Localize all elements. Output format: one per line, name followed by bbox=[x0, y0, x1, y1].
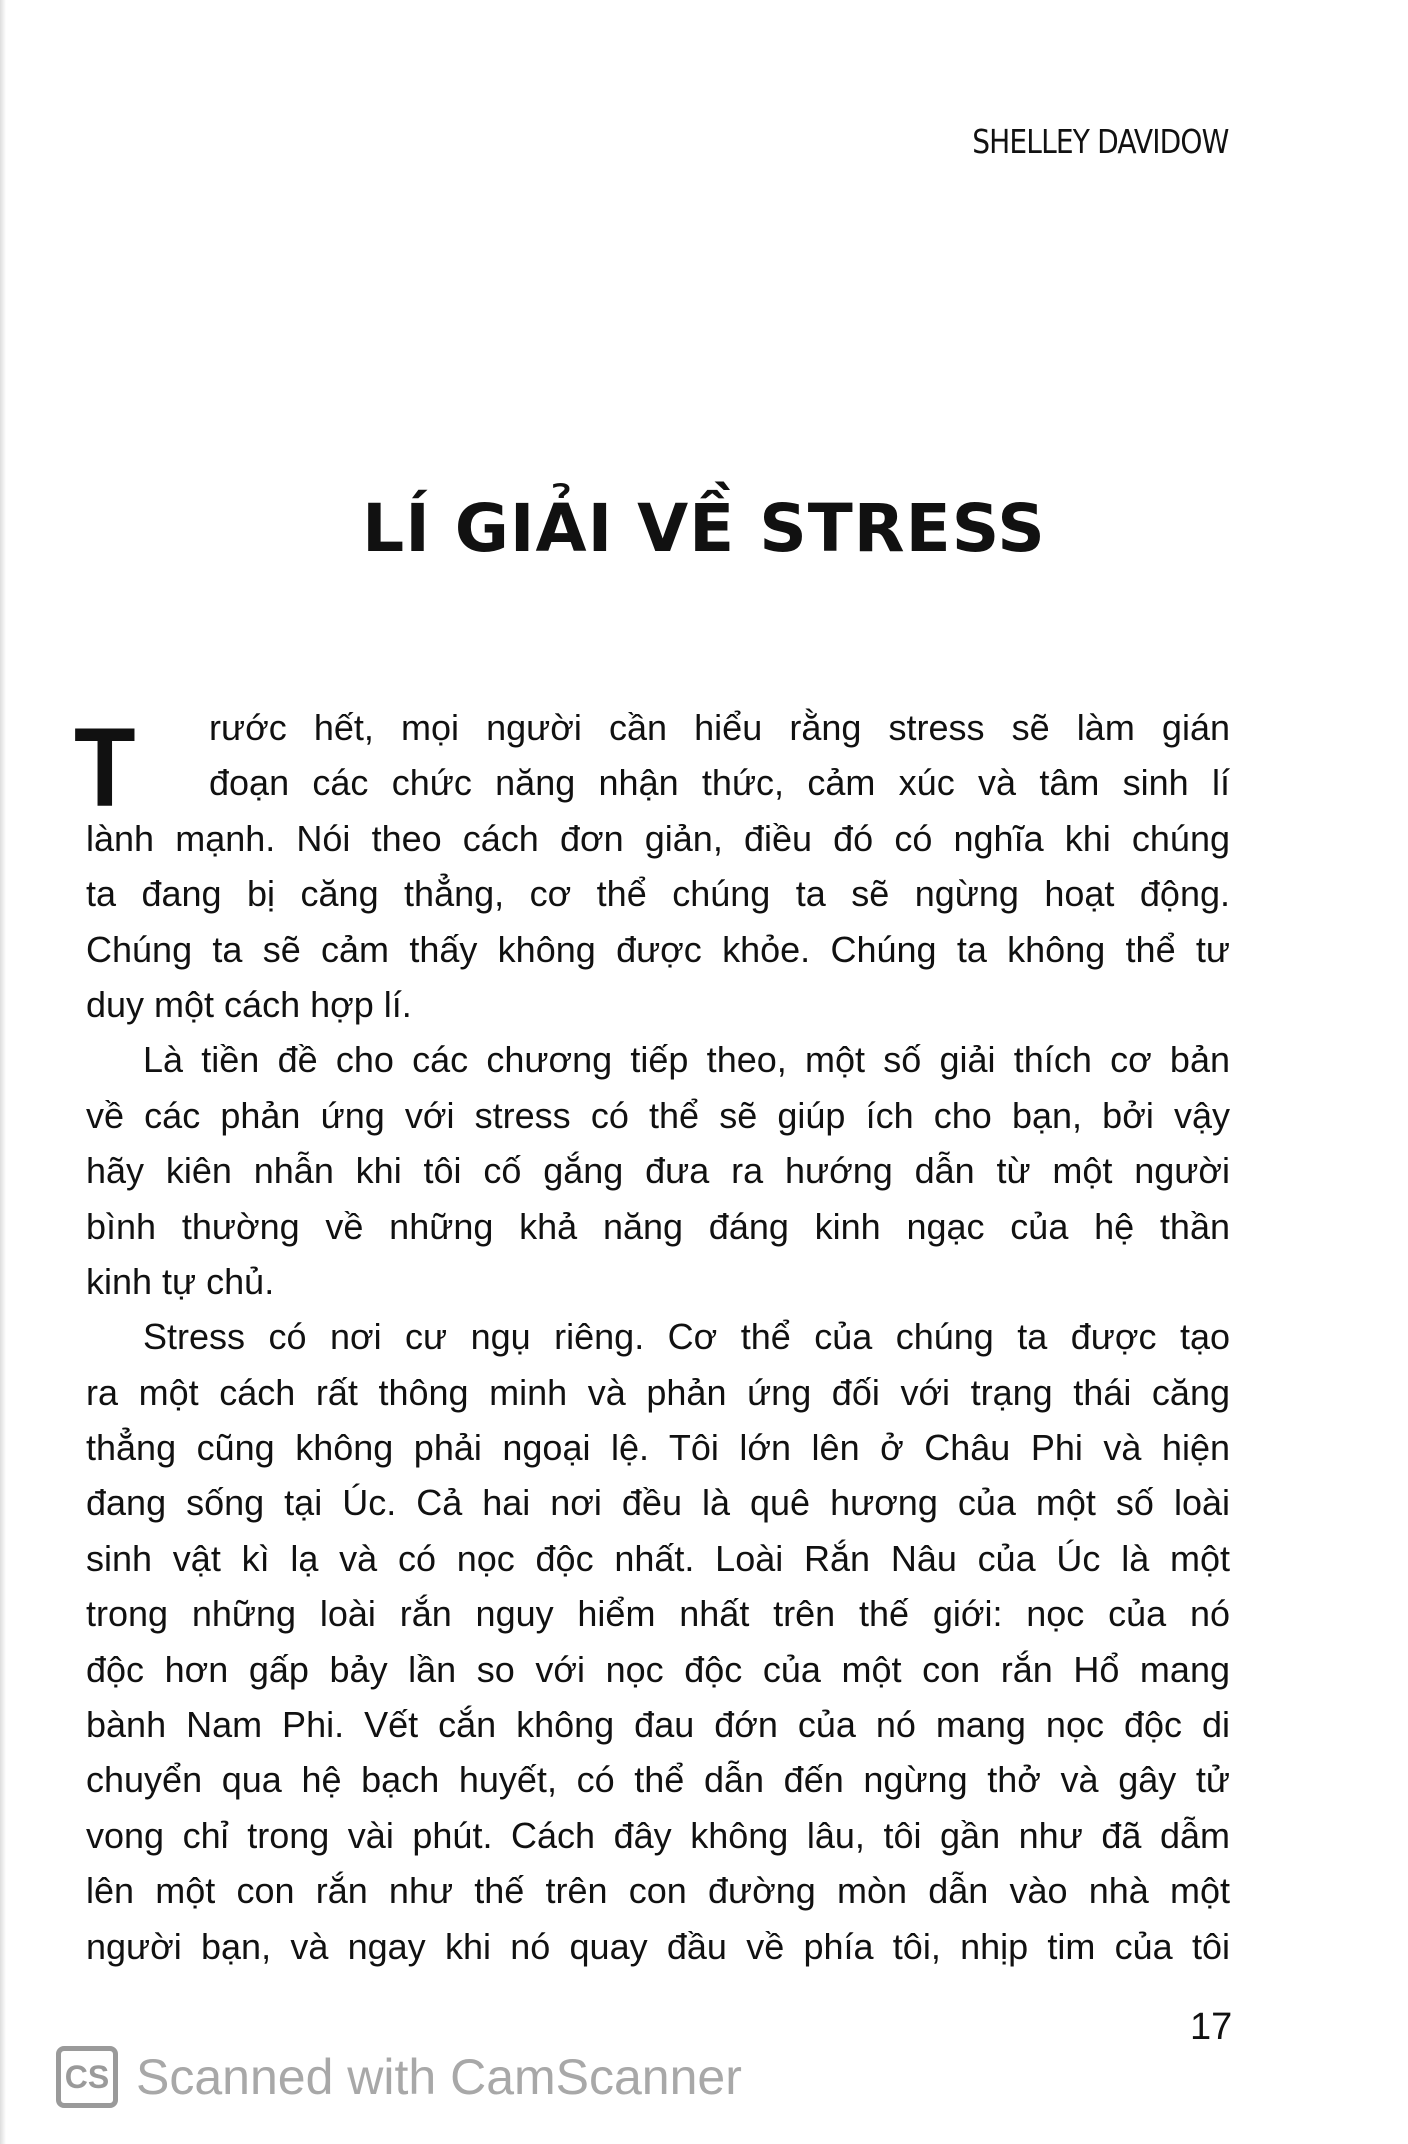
text-line bbox=[86, 700, 1230, 755]
running-head: SHELLEY DAVIDOW bbox=[971, 122, 1228, 161]
text-line bbox=[86, 1531, 1230, 1586]
text-line-content: bình thường về những khả năng đáng kinh ngạc của hệ thần bbox=[86, 1205, 1230, 1247]
camscanner-watermark bbox=[56, 2046, 742, 2108]
text-line-content: Stress có nơi cư ngụ riêng. Cơ thể của chúng ta được tạo bbox=[143, 1316, 1230, 1358]
text-line-content: sinh vật kì lạ và có nọc độc nhất. Loài Rắn Nâu của Úc là một bbox=[86, 1537, 1230, 1579]
text-line bbox=[86, 1420, 1230, 1475]
text-line bbox=[86, 1254, 1230, 1309]
text-line-content: bành Nam Phi. Vết cắn không đau đớn của nó mang nọc độc di bbox=[86, 1704, 1230, 1746]
drop-cap: T bbox=[74, 705, 136, 830]
text-line-content: kinh tự chủ. bbox=[86, 1260, 275, 1302]
text-line bbox=[86, 1586, 1230, 1641]
page-edge bbox=[0, 0, 6, 2144]
text-line bbox=[86, 1863, 1230, 1918]
text-line-content: người bạn, và ngay khi nó quay đầu về phía tôi, nhịp tim của tôi bbox=[86, 1925, 1230, 1967]
text-line-content: lên một con rắn như thế trên con đường mòn dẫn vào nhà một bbox=[86, 1870, 1230, 1912]
text-line bbox=[86, 866, 1230, 921]
text-line-content: trong những loài rắn nguy hiểm nhất trên thế giới: nọc của nó bbox=[86, 1593, 1230, 1635]
text-line-content: duy một cách hợp lí. bbox=[86, 983, 412, 1025]
text-line-content: vong chỉ trong vài phút. Cách đây không lâu, tôi gần như đã dẫm bbox=[86, 1814, 1230, 1856]
text-line-content: Là tiền đề cho các chương tiếp theo, một số giải thích cơ bản bbox=[143, 1039, 1230, 1081]
text-line bbox=[86, 977, 1230, 1032]
text-line bbox=[86, 922, 1230, 977]
text-line bbox=[86, 1697, 1230, 1752]
text-line bbox=[86, 1475, 1230, 1530]
text-line-content: đoạn các chức năng nhận thức, cảm xúc và tâm sinh lí bbox=[209, 762, 1230, 804]
body-text bbox=[86, 700, 1230, 1974]
text-line bbox=[86, 755, 1230, 810]
text-line-content: chuyển qua hệ bạch huyết, có thể dẫn đến ngừng thở và gây tử bbox=[86, 1759, 1230, 1801]
text-line-content: rước hết, mọi người cần hiểu rằng stress sẽ làm gián bbox=[209, 707, 1230, 748]
text-line bbox=[86, 811, 1230, 866]
camscanner-logo-icon: CS bbox=[56, 2046, 118, 2108]
text-line-content: Chúng ta sẽ cảm thấy không được khỏe. Chúng ta không thể tư bbox=[86, 928, 1230, 970]
page-number: 17 bbox=[1190, 2006, 1233, 2048]
text-line-content: lành mạnh. Nói theo cách đơn giản, điều đó có nghĩa khi chúng bbox=[86, 817, 1230, 859]
text-line-content: đang sống tại Úc. Cả hai nơi đều là quê hương của một số loài bbox=[86, 1482, 1230, 1524]
text-line-content: thẳng cũng không phải ngoại lệ. Tôi lớn lên ở Châu Phi và hiện bbox=[86, 1427, 1230, 1469]
text-line bbox=[86, 1365, 1230, 1420]
text-line bbox=[86, 1199, 1230, 1254]
watermark-text: Scanned with CamScanner bbox=[136, 2049, 742, 2105]
text-line bbox=[86, 1642, 1230, 1697]
text-line bbox=[86, 1143, 1230, 1198]
text-line bbox=[86, 1752, 1230, 1807]
text-line bbox=[86, 1808, 1230, 1863]
text-line bbox=[86, 1919, 1230, 1974]
text-line-content: ta đang bị căng thẳng, cơ thể chúng ta sẽ ngừng hoạt động. bbox=[86, 873, 1230, 915]
text-line-content: độc hơn gấp bảy lần so với nọc độc của một con rắn Hổ mang bbox=[86, 1648, 1230, 1690]
text-line bbox=[86, 1088, 1230, 1143]
text-line-content: về các phản ứng với stress có thể sẽ giúp ích cho bạn, bởi vậy bbox=[86, 1094, 1230, 1136]
chapter-title: LÍ GIẢI VỀ STRESS bbox=[362, 490, 1046, 567]
text-line bbox=[86, 1032, 1230, 1087]
text-line bbox=[86, 1309, 1230, 1364]
text-line-content: ra một cách rất thông minh và phản ứng đối với trạng thái căng bbox=[86, 1371, 1230, 1413]
text-line-content: hãy kiên nhẫn khi tôi cố gắng đưa ra hướng dẫn từ một người bbox=[86, 1150, 1230, 1192]
